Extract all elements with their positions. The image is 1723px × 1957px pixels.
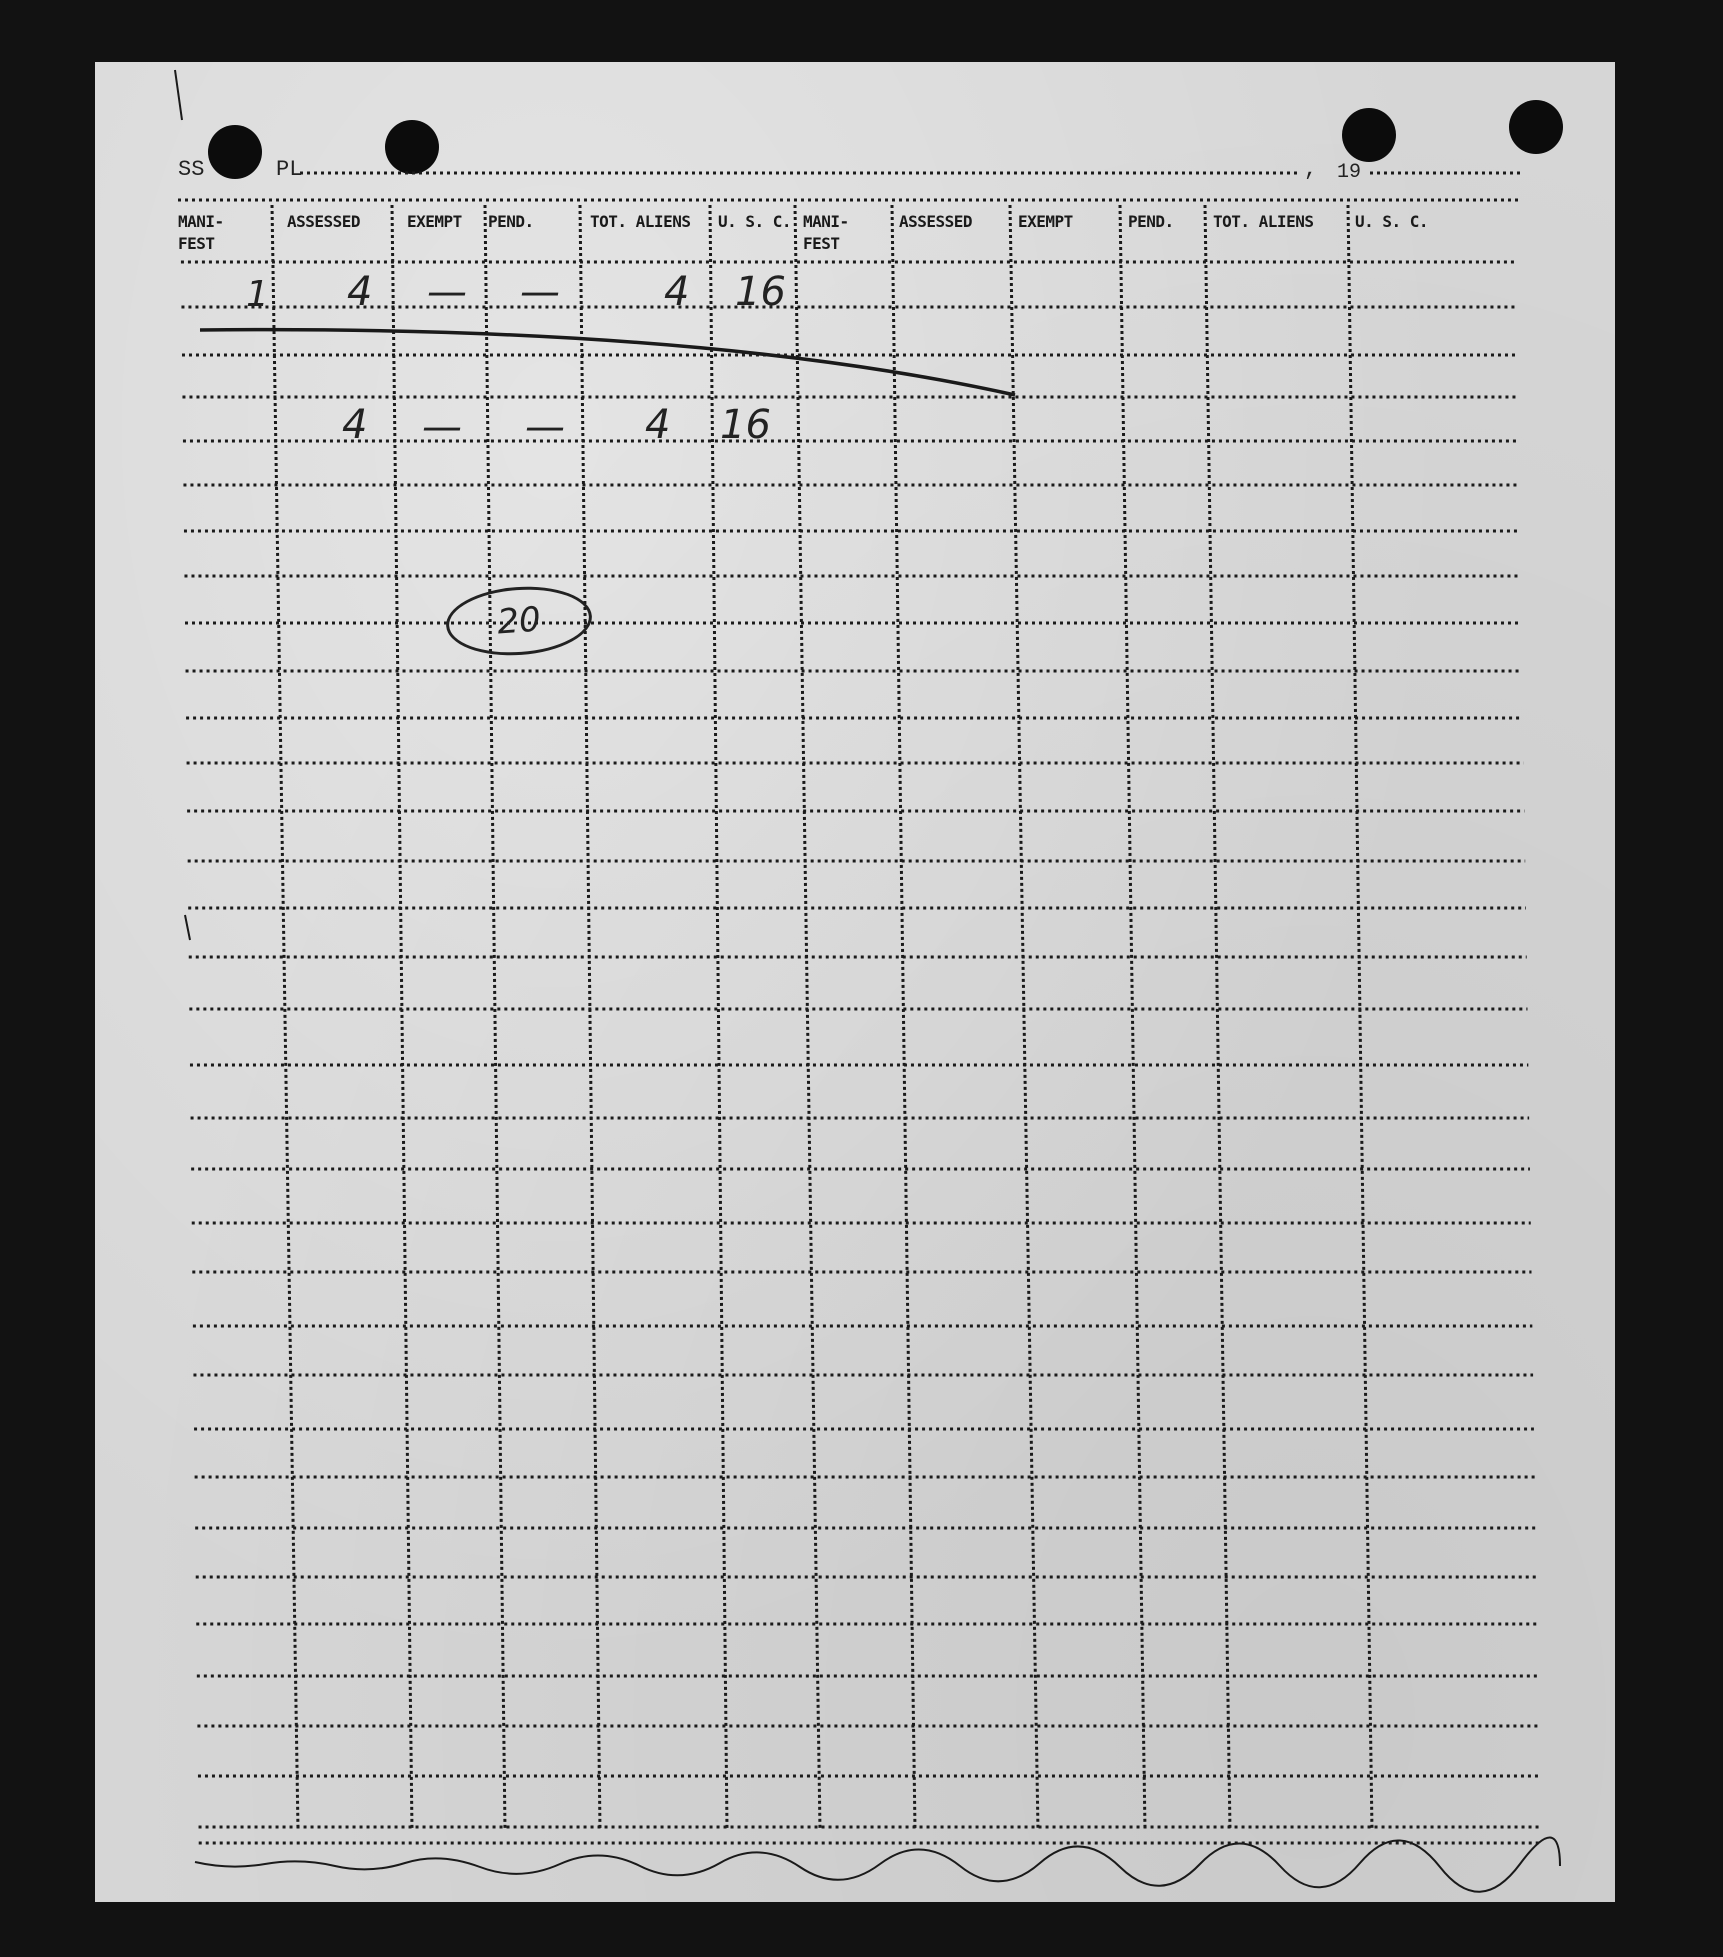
header-exempt-1: EXEMPT [407, 212, 462, 231]
total-tot-aliens: 4 [645, 402, 671, 448]
header-assessed-1: ASSESSED [287, 212, 361, 231]
row1-pend: — [520, 269, 560, 315]
punch-hole [1509, 100, 1563, 154]
punch-hole [208, 125, 262, 179]
row1-assessed: 4 [347, 269, 373, 315]
header-tot-aliens-1: TOT. ALIENS [590, 212, 691, 231]
row1-usc: 16 [735, 269, 786, 315]
row1-tot-aliens: 4 [664, 269, 690, 315]
form-sheet [95, 62, 1615, 1902]
header-pend-1: PEND. [488, 212, 534, 231]
total-pend: — [525, 404, 565, 450]
punch-hole [385, 120, 439, 174]
row1-manifest: 1 [246, 274, 269, 315]
pl-label: PL [276, 157, 303, 182]
total-assessed: 4 [342, 402, 368, 448]
comma-mark: , [1304, 157, 1318, 182]
header-tot-aliens-2: TOT. ALIENS [1213, 212, 1314, 231]
row1-exempt: — [427, 269, 467, 315]
header-manifest-2: MANI- FEST [803, 212, 849, 253]
header-usc-2: U. S. C. [1355, 212, 1429, 231]
circled-number: 20 [496, 599, 542, 643]
header-assessed-2: ASSESSED [899, 212, 973, 231]
ss-label: SS [178, 157, 205, 182]
total-exempt: — [422, 404, 462, 450]
header-manifest-1: MANI- FEST [178, 212, 224, 253]
header-usc-1: U. S. C. [718, 212, 792, 231]
punch-hole [1342, 108, 1396, 162]
year-prefix: 19 [1337, 161, 1362, 184]
header-pend-2: PEND. [1128, 212, 1174, 231]
header-exempt-2: EXEMPT [1018, 212, 1073, 231]
total-usc: 16 [720, 402, 771, 448]
